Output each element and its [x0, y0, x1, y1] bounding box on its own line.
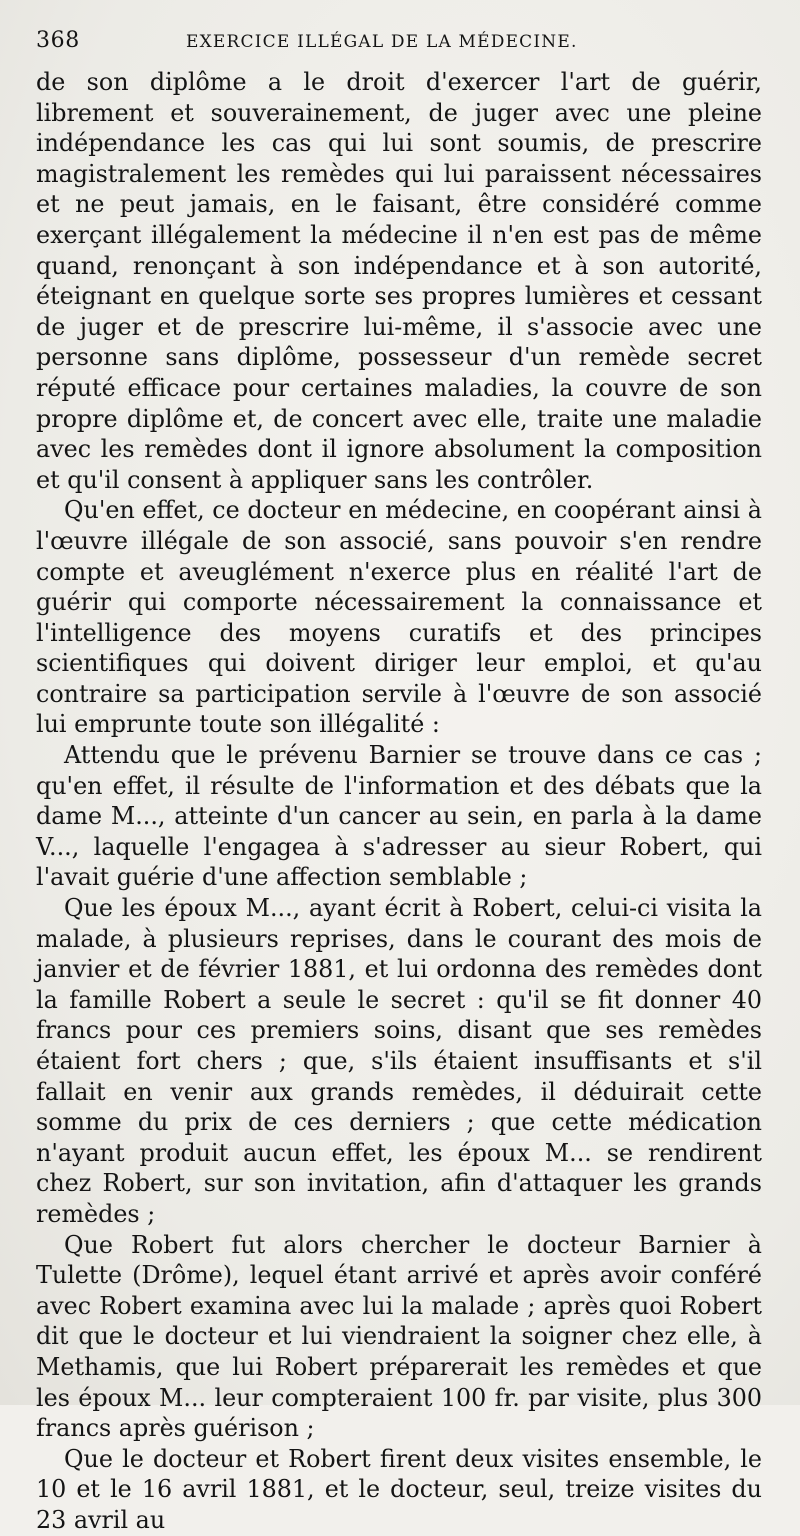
- running-head: EXERCICE ILLÉGAL DE LA MÉDECINE.: [186, 32, 578, 52]
- paragraph: Qu'en effet, ce docteur en médecine, en coopérant ainsi à l'œuvre illégale de son associé, sans pouvoir s'en rendre compte et aveuglément n'exerce plus en réalité l'art de guérir qui comporte nécessairement la connaissance et l'intelligence des moyens curatifs et des principes scientifiques qui doivent diriger leur emploi, et qu'au contraire sa participation servile à l'œuvre de son associé lui emprunte toute son illégalité :: [36, 496, 762, 739]
- paragraph: Que les époux M..., ayant écrit à Robert, celui-ci visita la malade, à plusieurs reprises, dans le courant des mois de janvier et de février 1881, et lui ordonna des remèdes dont la famille Robert a seule le secret : qu'il se fit donner 40 francs pour ces premiers soins, disant que ses remèdes étaient fort chers ; que, s'ils étaient insuffisants et s'il fallait en venir aux grands remèdes, il déduirait cette somme du prix de ces derniers ; que cette médication n'ayant produit aucun effet, les époux M... se rendirent chez Robert, sur son invitation, afin d'attaquer les grands remèdes ;: [36, 894, 762, 1228]
- page-header: [36, 28, 762, 68]
- paragraph: Que Robert fut alors chercher le docteur Barnier à Tulette (Drôme), lequel étant arrivé et après avoir conféré avec Robert examina avec lui la malade ; après quoi Robert dit que le docteur et lui viendraient la soigner chez elle, à Methamis, que lui Robert préparerait les remèdes et que les époux M... leur compteraient 100 fr. par visite, plus 300 francs après guérison ;: [36, 1230, 762, 1443]
- body-text: [36, 67, 762, 1536]
- paragraph-continuation: de son diplôme a le droit d'exercer l'art de guérir, librement et souverainement, de juger avec une pleine indépendance les cas qui lui sont soumis, de prescrire magistralement les remèdes qui lui paraissent nécessaires et ne peut jamais, en le faisant, être considéré comme exerçant illégalement la médecine il n'en est pas de même quand, renonçant à son indépendance et à son autorité, éteignant en quelque sorte ses propres lumières et cessant de juger et de prescrire lui-même, il s'associe avec une personne sans diplôme, possesseur d'un remède secret réputé efficace pour certaines maladies, la couvre de son propre diplôme et, de concert avec elle, traite une maladie avec les remèdes dont il ignore absolument la composition et qu'il consent à appliquer sans les contrôler.: [36, 68, 762, 494]
- page-number: 368: [36, 28, 80, 53]
- paragraph: Attendu que le prévenu Barnier se trouve dans ce cas ; qu'en effet, il résulte de l'information et des débats que la dame M..., atteinte d'un cancer au sein, en parla à la dame V..., laquelle l'engagea à s'adresser au sieur Robert, qui l'avait guérie d'une affection semblable ;: [36, 741, 762, 892]
- paragraph: Que le docteur et Robert firent deux visites ensemble, le 10 et le 16 avril 1881, et le docteur, seul, treize visites du 23 avril au: [36, 1444, 762, 1534]
